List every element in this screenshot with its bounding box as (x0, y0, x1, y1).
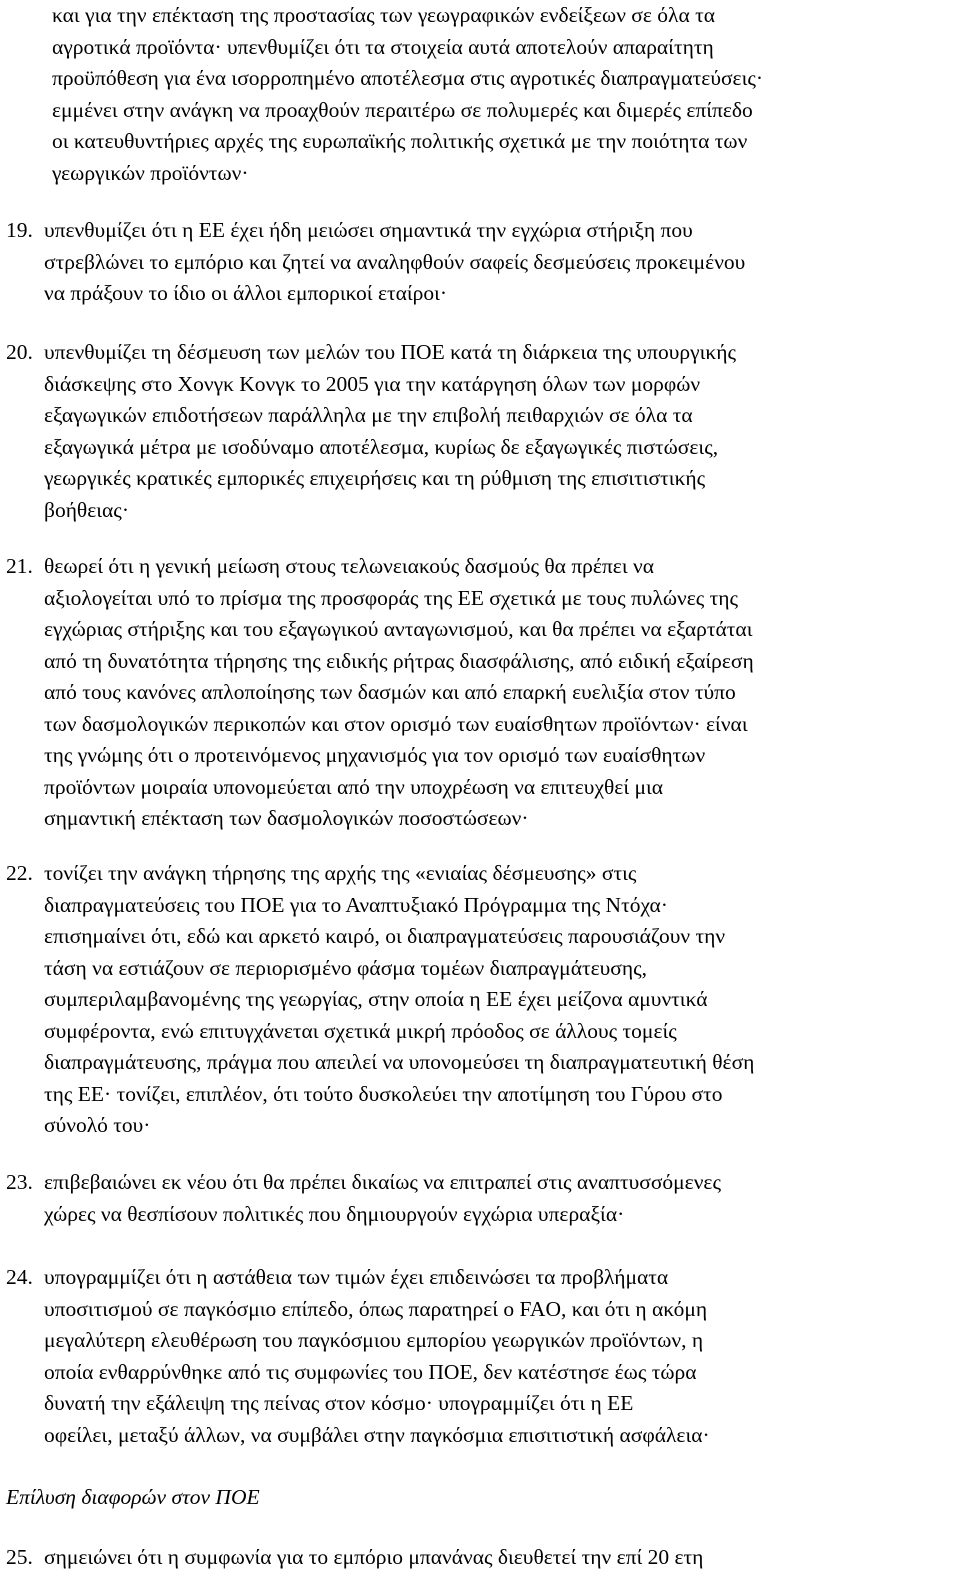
text-line: επισημαίνει ότι, εδώ και αρκετό καιρό, οι διαπραγματεύσεις παρουσιάζουν την (44, 924, 726, 948)
paragraph-20 (0, 337, 960, 526)
text-line: βοήθειας· (44, 497, 129, 522)
paragraph-number: 22. (6, 861, 33, 885)
text-line: υποσιτισμού σε παγκόσμιο επίπεδο, όπως παρατηρεί ο FAO, και ότι η ακόμη (44, 1296, 708, 1321)
text-line: υπενθυμίζει τη δέσμευση των μελών του ΠΟΕ κατά τη διάρκεια της υπουργικής (44, 340, 737, 364)
text-line: των δασμολογικών περικοπών και στον ορισμό των ευαίσθητων προϊόντων· είναι (44, 711, 748, 736)
text-line: και για την επέκταση της προστασίας των γεωγραφικών ενδείξεων σε όλα τα (52, 3, 716, 27)
text-line: από τους κανόνες απλοποίησης των δασμών και από επαρκή ευελιξία στον τύπο (44, 680, 736, 704)
text-line: να πράξουν το ίδιο οι άλλοι εμπορικοί εταίροι· (44, 281, 448, 305)
text-line: σύνολό του· (44, 1113, 151, 1137)
text-line: εμμένει στην ανάγκη να προαχθούν περαιτέρω σε πολυμερές και διμερές επίπεδο (52, 97, 753, 122)
paragraph-19 (0, 215, 960, 310)
text-line: συμφέροντα, ενώ επιτυγχάνεται σχετικά μικρή πρόοδος σε άλλους τομείς (44, 1018, 677, 1043)
paragraph-21 (0, 551, 960, 835)
paragraph-number: 20. (6, 340, 33, 364)
paragraph-number: 19. (6, 218, 33, 242)
text-line: τονίζει την ανάγκη τήρησης της αρχής της «ενιαίας δέσμευσης» στις (44, 861, 637, 885)
text-line: αξιολογείται υπό το πρίσμα της προσφοράς της ΕΕ σχετικά με τους πυλώνες της (44, 585, 739, 610)
text-line: δυνατή την εξάλειψη της πείνας στον κόσμο· υπογραμμίζει ότι η ΕΕ (44, 1391, 634, 1415)
text-line: υπογραμμίζει ότι η αστάθεια των τιμών έχει επιδεινώσει τα προβλήματα (44, 1265, 669, 1289)
text-line: από τη δυνατότητα τήρησης της ειδικής ρήτρας διασφάλισης, από ειδική εξαίρεση (44, 648, 754, 673)
text-line: γεωργικών προϊόντων· (52, 160, 249, 185)
text-line: στρεβλώνει το εμπόριο και ζητεί να αναληφθούν σαφείς δεσμεύσεις προκειμένου (44, 249, 746, 274)
paragraph-number: 24. (6, 1265, 33, 1289)
text-line: σημειώνει ότι η συμφωνία για το εμπόριο μπανάνας διευθετεί την επί 20 ετη (44, 1545, 704, 1569)
paragraph-24 (0, 1262, 960, 1451)
text-line: αγροτικά προϊόντα· υπενθυμίζει ότι τα στοιχεία αυτά αποτελούν απαραίτητη (52, 34, 714, 59)
section-heading: Επίλυση διαφορών στον ΠΟΕ (6, 1485, 260, 1509)
text-line: υπενθυμίζει ότι η ΕΕ έχει ήδη μειώσει σημαντικά την εγχώρια στήριξη που (44, 218, 693, 242)
text-line: διαπραγματεύσεις του ΠΟΕ για το Αναπτυξιακό Πρόγραμμα της Ντόχα· (44, 892, 668, 917)
paragraph-23 (0, 1167, 960, 1230)
paragraph-25 (0, 1542, 960, 1574)
text-line: της ΕΕ· τονίζει, επιπλέον, ότι τούτο δυσκολεύει την αποτίμηση του Γύρου στο (44, 1081, 723, 1106)
text-line: οφείλει, μεταξύ άλλων, να συμβάλει στην παγκόσμια επισιτιστική ασφάλεια· (44, 1422, 710, 1447)
text-line: της γνώμης ότι ο προτεινόμενος μηχανισμός για τον ορισμό των ευαίσθητων (44, 743, 706, 767)
text-line: συμπεριλαμβανομένης της γεωργίας, στην οποία η ΕΕ έχει μείζονα αμυντικά (44, 987, 708, 1011)
paragraph-number: 21. (6, 554, 33, 578)
text-line: μεγαλύτερη ελευθέρωση του παγκόσμιου εμπορίου γεωργικών προϊόντων, η (44, 1328, 704, 1352)
text-line: διάσκεψης στο Χονγκ Κονγκ το 2005 για την κατάργηση όλων των μορφών (44, 371, 701, 396)
text-line: οι κατευθυντήριες αρχές της ευρωπαϊκής πολιτικής σχετικά με την ποιότητα των (52, 129, 748, 153)
text-line: προϋπόθεση για ένα ισορροπημένο αποτέλεσμα στις αγροτικές διαπραγματεύσεις· (52, 66, 764, 90)
text-line: εξαγωγικά μέτρα με ισοδύναμο αποτέλεσμα, κυρίως δε εξαγωγικές πιστώσεις, (44, 434, 719, 459)
text-line: θεωρεί ότι η γενική μείωση στους τελωνειακούς δασμούς θα πρέπει να (44, 554, 654, 578)
text-line: εξαγωγικών επιδοτήσεων παράλληλα με την επιβολή πειθαρχιών σε όλα τα (44, 403, 693, 427)
paragraph-number: 23. (6, 1170, 33, 1194)
text-line: σημαντική επέκταση των δασμολογικών ποσοστώσεων· (44, 806, 529, 830)
text-line: προϊόντων μοιραία υπονομεύεται από την υποχρέωση να επιτευχθεί μια (44, 774, 664, 799)
text-line: διαπραγμάτευσης, πράγμα που απειλεί να υπονομεύσει τη διαπραγματευτική θέση (44, 1050, 755, 1074)
text-line: επιβεβαιώνει εκ νέου ότι θα πρέπει δικαίως να επιτραπεί στις αναπτυσσόμενες (44, 1170, 721, 1194)
text-line: εγχώριας στήριξης και του εξαγωγικού ανταγωνισμού, και θα πρέπει να εξαρτάται (44, 617, 753, 641)
text-line: τάση να εστιάζουν σε περιορισμένο φάσμα τομέων διαπραγμάτευσης, (44, 955, 647, 980)
paragraph-number: 25. (6, 1545, 33, 1569)
text-line: χώρες να θεσπίσουν πολιτικές που δημιουργούν εγχώρια υπεραξία· (44, 1201, 625, 1226)
paragraph-continuation (52, 0, 952, 189)
text-line: γεωργικές κρατικές εμπορικές επιχειρήσεις και τη ρύθμιση της επισιτιστικής (44, 466, 706, 490)
text-line: οποία ενθαρρύνθηκε από τις συμφωνίες του ΠΟΕ, δεν κατέστησε έως τώρα (44, 1359, 697, 1384)
paragraph-22 (0, 858, 960, 1142)
